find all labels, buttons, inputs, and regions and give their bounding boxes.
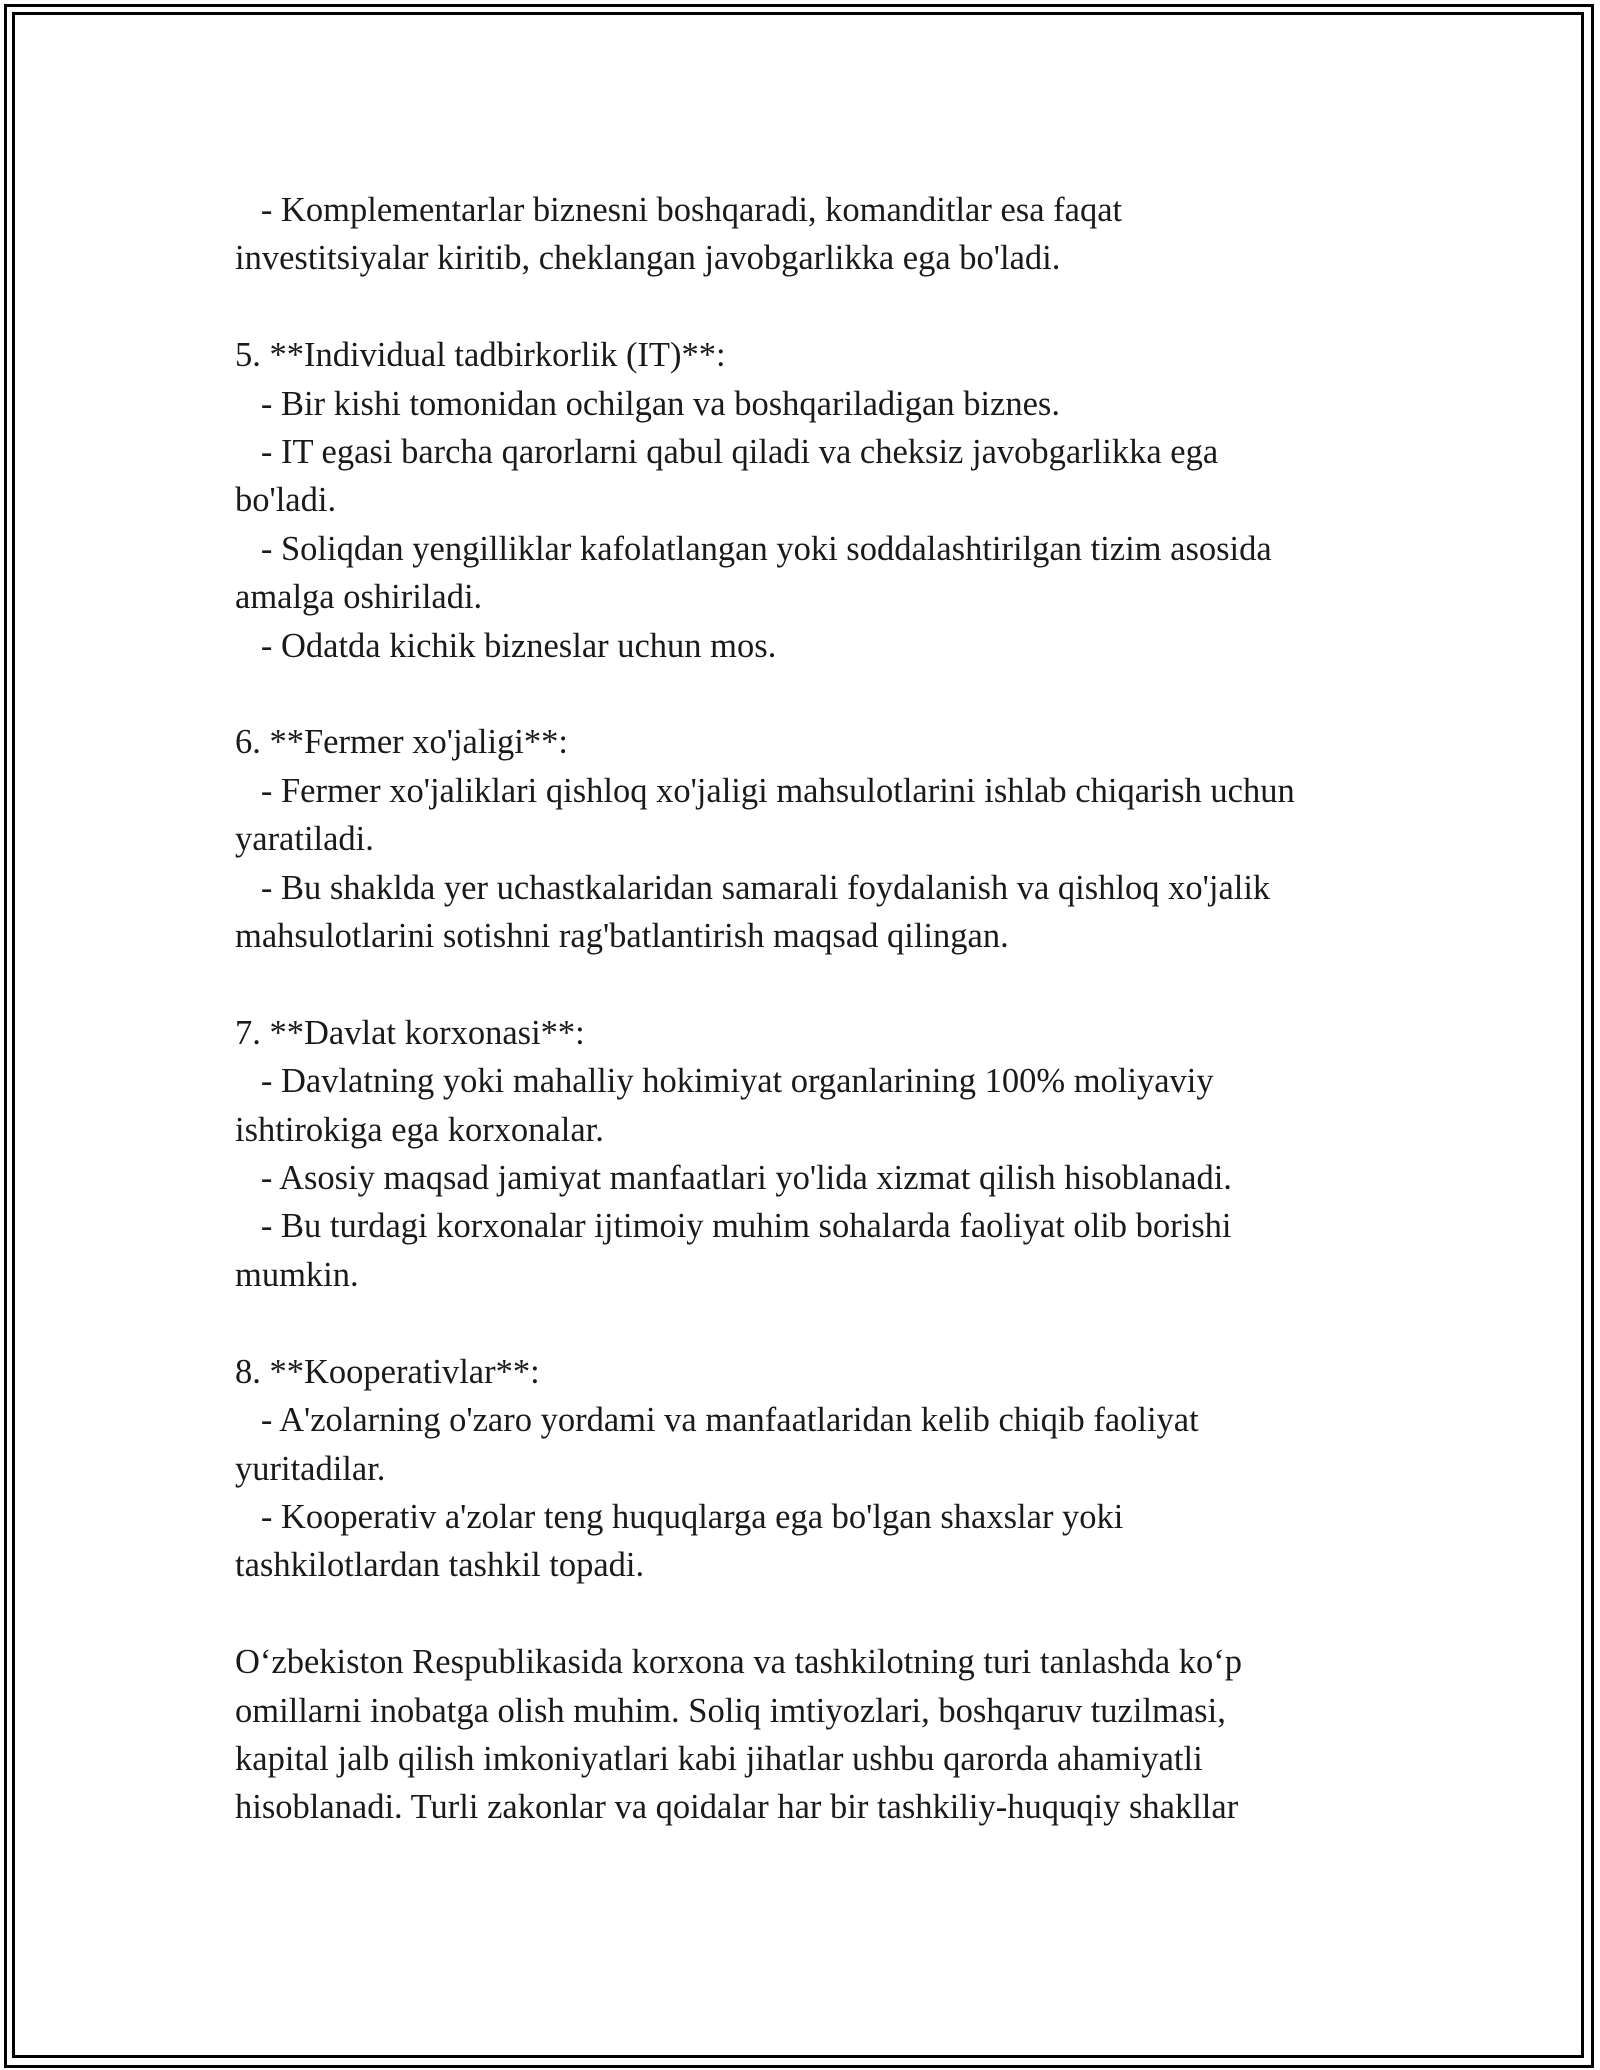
document-body [235,186,1385,1832]
section-heading: 7. **Davlat korxonasi**: [235,1013,585,1052]
text-line: - Soliqdan yengilliklar kafolatlangan yoki soddalashtirilgan tizim asosida [235,529,1272,568]
text-line: - Bu turdagi korxonalar ijtimoiy muhim sohalarda faoliyat olib borishi [235,1207,1232,1246]
text-line: yuritadilar. [235,1449,386,1488]
text-line: - Fermer xo'jaliklari qishloq xo'jaligi mahsulotlarini ishlab chiqarish uchun [235,771,1295,810]
text-line: tashkilotlardan tashkil topadi. [235,1546,645,1585]
text-line: - A'zolarning o'zaro yordami va manfaatlaridan kelib chiqib faoliyat [235,1401,1199,1440]
text-line: yaratiladi. [235,820,374,859]
blank-line [235,960,1385,1008]
text-line: ishtirokiga ega korxonalar. [235,1110,604,1149]
text-line: investitsiyalar kiritib, cheklangan javobgarlikka ega bo'ladi. [235,239,1061,278]
text-line: - Komplementarlar biznesni boshqaradi, komanditlar esa faqat [235,191,1123,229]
text-line: amalga oshiriladi. [235,578,483,617]
text-line: - Kooperativ a'zolar teng huquqlarga ega bo'lgan shaxslar yoki [235,1497,1124,1536]
blank-line [235,1299,1385,1347]
text-line: - Odatda kichik bizneslar uchun mos. [235,626,777,665]
section-heading: 8. **Kooperativlar**: [235,1352,540,1391]
blank-line [235,283,1385,331]
text-line: mumkin. [235,1255,359,1294]
text-line: - IT egasi barcha qarorlarni qabul qiladi va cheksiz javobgarlikka ega [235,433,1219,472]
blank-line [235,670,1385,718]
text-line: bo'ladi. [235,481,337,520]
text-line: - Davlatning yoki mahalliy hokimiyat organlarining 100% moliyaviy [235,1062,1214,1101]
text-line: kapital jalb qilish imkoniyatlari kabi jihatlar ushbu qarorda ahamiyatli [235,1739,1203,1778]
text-line: - Bir kishi tomonidan ochilgan va boshqariladigan biznes. [235,384,1060,423]
text-line: - Bu shaklda yer uchastkalaridan samarali foydalanish va qishloq xo'jalik [235,868,1271,907]
section-heading: 5. **Individual tadbirkorlik (IT)**: [235,336,726,375]
text-line: hisoblanadi. Turli zakonlar va qoidalar har bir tashkiliy-huquqiy shakllar [235,1788,1239,1827]
blank-line [235,1590,1385,1638]
text-line: mahsulotlarini sotishni rag'batlantirish maqsad qilingan. [235,917,1009,956]
text-line: omillarni inobatga olish muhim. Soliq imtiyozlari, boshqaruv tuzilmasi, [235,1691,1226,1730]
text-line: - Asosiy maqsad jamiyat manfaatlari yo'lida xizmat qilish hisoblanadi. [235,1159,1232,1198]
section-heading: 6. **Fermer xo'jaligi**: [235,723,568,762]
text-line: O‘zbekiston Respublikasida korxona va tashkilotning turi tanlashda ko‘p [235,1643,1243,1682]
